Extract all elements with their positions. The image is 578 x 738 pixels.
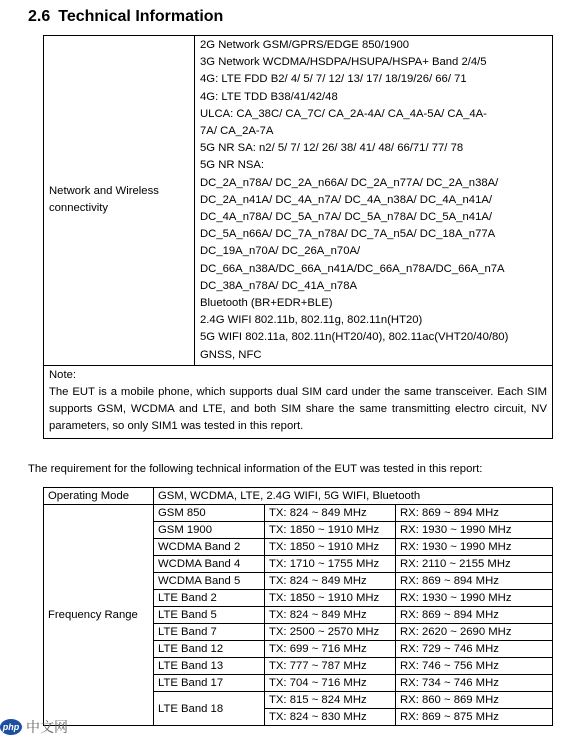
section-heading: [28, 8, 223, 26]
network-line: 4G: LTE TDD B38/41/42/48: [200, 90, 338, 103]
tx-cell: TX: 824 ~ 849 MHz: [265, 505, 396, 522]
band-cell: LTE Band 17: [154, 675, 265, 692]
watermark-text: 中文网: [26, 719, 68, 735]
note-heading: Note:: [49, 368, 77, 381]
network-line: GNSS, NFC: [200, 348, 262, 361]
band-cell: LTE Band 13: [154, 658, 265, 675]
rx-cell: RX: 869 ~ 875 MHz: [396, 709, 553, 726]
section-title: Technical Information: [58, 8, 224, 25]
band-cell: LTE Band 12: [154, 641, 265, 658]
frequency-range-label: Frequency Range: [44, 505, 154, 726]
section-number: 2.6: [28, 8, 51, 25]
php-logo-icon: php: [0, 719, 22, 735]
operating-mode-label: Operating Mode: [44, 488, 154, 505]
tx-cell: TX: 815 ~ 824 MHz: [265, 692, 396, 709]
network-label: Network and Wireless connectivity: [44, 36, 195, 366]
band-cell: WCDMA Band 4: [154, 556, 265, 573]
rx-cell: RX: 734 ~ 746 MHz: [396, 675, 553, 692]
rx-cell: RX: 1930 ~ 1990 MHz: [396, 522, 553, 539]
band-cell: GSM 850: [154, 505, 265, 522]
network-line: DC_2A_n41A/ DC_4A_n7A/ DC_4A_n38A/ DC_4A_n41A/: [200, 193, 493, 206]
technical-info-table: [43, 35, 553, 439]
site-watermark: [0, 717, 90, 737]
tx-cell: TX: 777 ~ 787 MHz: [265, 658, 396, 675]
band-cell: LTE Band 7: [154, 624, 265, 641]
rx-cell: RX: 1930 ~ 1990 MHz: [396, 590, 553, 607]
note-text: The EUT is a mobile phone, which supports dual SIM card under the same transceiver. Each SIM supports GSM, WCDMA and LTE, and both SIM share the same transmitting electro circuit, NV parameters, so only SIM1 was tested in this report.: [49, 386, 547, 433]
network-line: Bluetooth (BR+EDR+BLE): [200, 297, 333, 310]
note-row: [44, 365, 553, 438]
network-line: DC_66A_n38A/DC_66A_n41A/DC_66A_n78A/DC_66A_n7A: [200, 262, 505, 275]
frequency-table: [43, 487, 553, 726]
tx-cell: TX: 704 ~ 716 MHz: [265, 675, 396, 692]
note-cell: [44, 365, 553, 438]
network-values: [195, 36, 553, 366]
network-line: DC_2A_n78A/ DC_2A_n66A/ DC_2A_n77A/ DC_2A_n38A/: [200, 176, 499, 189]
tx-cell: TX: 1850 ~ 1910 MHz: [265, 590, 396, 607]
network-line: 7A/ CA_2A-7A: [200, 125, 274, 138]
rx-cell: RX: 869 ~ 894 MHz: [396, 573, 553, 590]
operating-mode-value: GSM, WCDMA, LTE, 2.4G WIFI, 5G WIFI, Bluetooth: [154, 488, 553, 505]
tx-cell: TX: 699 ~ 716 MHz: [265, 641, 396, 658]
network-line: 5G WIFI 802.11a, 802.11n(HT20/40), 802.11ac(VHT20/40/80): [200, 331, 509, 344]
rx-cell: RX: 869 ~ 894 MHz: [396, 505, 553, 522]
network-line: ULCA: CA_38C/ CA_7C/ CA_2A-4A/ CA_4A-5A/ CA_4A-: [200, 107, 487, 120]
tx-cell: TX: 824 ~ 849 MHz: [265, 573, 396, 590]
band-cell: WCDMA Band 5: [154, 573, 265, 590]
requirement-text: The requirement for the following technical information of the EUT was tested in this report:: [28, 463, 483, 475]
tx-cell: TX: 824 ~ 849 MHz: [265, 607, 396, 624]
network-line: DC_4A_n78A/ DC_5A_n7A/ DC_5A_n78A/ DC_5A_n41A/: [200, 211, 493, 224]
rx-cell: RX: 729 ~ 746 MHz: [396, 641, 553, 658]
network-line: DC_38A_n78A/ DC_41A_n78A: [200, 279, 358, 292]
band-cell: WCDMA Band 2: [154, 539, 265, 556]
rx-cell: RX: 2620 ~ 2690 MHz: [396, 624, 553, 641]
table-row: [44, 505, 553, 522]
network-line: 2G Network GSM/GPRS/EDGE 850/1900: [200, 39, 410, 51]
rx-cell: RX: 2110 ~ 2155 MHz: [396, 556, 553, 573]
operating-mode-row: [44, 488, 553, 505]
network-line: DC_19A_n70A/ DC_26A_n70A/: [200, 245, 361, 258]
rx-cell: RX: 869 ~ 894 MHz: [396, 607, 553, 624]
network-line: 4G: LTE FDD B2/ 4/ 5/ 7/ 12/ 13/ 17/ 18/19/26/ 66/ 71: [200, 73, 467, 86]
network-line: 5G NR SA: n2/ 5/ 7/ 12/ 26/ 38/ 41/ 48/ 66/71/ 77/ 78: [200, 142, 464, 155]
tx-cell: TX: 2500 ~ 2570 MHz: [265, 624, 396, 641]
band-cell: LTE Band 2: [154, 590, 265, 607]
tx-cell: TX: 1850 ~ 1910 MHz: [265, 539, 396, 556]
tx-cell: TX: 824 ~ 830 MHz: [265, 709, 396, 726]
band-cell: GSM 1900: [154, 522, 265, 539]
tx-cell: TX: 1710 ~ 1755 MHz: [265, 556, 396, 573]
rx-cell: RX: 1930 ~ 1990 MHz: [396, 539, 553, 556]
network-row: [44, 36, 553, 366]
band-cell: LTE Band 18: [154, 692, 265, 726]
network-line: 3G Network WCDMA/HSDPA/HSUPA/HSPA+ Band 2/4/5: [200, 56, 487, 69]
band-cell: LTE Band 5: [154, 607, 265, 624]
network-line: 5G NR NSA:: [200, 159, 265, 172]
network-line: 2.4G WIFI 802.11b, 802.11g, 802.11n(HT20): [200, 314, 423, 327]
tx-cell: TX: 1850 ~ 1910 MHz: [265, 522, 396, 539]
rx-cell: RX: 746 ~ 756 MHz: [396, 658, 553, 675]
network-line: DC_5A_n66A/ DC_7A_n78A/ DC_7A_n5A/ DC_18A_n77A: [200, 228, 496, 241]
rx-cell: RX: 860 ~ 869 MHz: [396, 692, 553, 709]
